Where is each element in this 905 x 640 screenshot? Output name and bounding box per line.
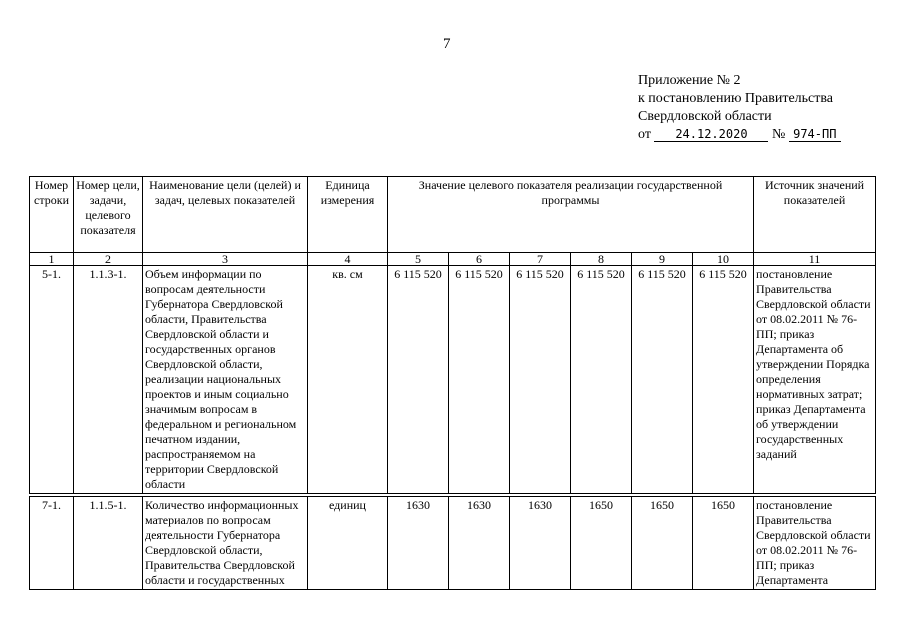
column-number-row <box>30 253 876 266</box>
value-cell: 1650 <box>693 497 754 590</box>
column-number: 2 <box>74 253 143 266</box>
column-number: 5 <box>388 253 449 266</box>
value-cell: 6 115 520 <box>632 266 693 494</box>
column-number: 11 <box>754 253 876 266</box>
appendix-header <box>638 72 841 144</box>
row-number: 5-1. <box>30 266 74 494</box>
row-number: 7-1. <box>30 497 74 590</box>
value-cell: 6 115 520 <box>693 266 754 494</box>
goal-number: 1.1.3-1. <box>74 266 143 494</box>
column-number: 10 <box>693 253 754 266</box>
goal-number: 1.1.5-1. <box>74 497 143 590</box>
value-cell: 1650 <box>632 497 693 590</box>
value-cell: 1630 <box>388 497 449 590</box>
header-name: Наименование цели (целей) и задач, целевых показателей <box>143 177 308 253</box>
header-source: Источник значений показателей <box>754 177 876 253</box>
unit: кв. см <box>308 266 388 494</box>
appendix-region-line: Свердловской области <box>638 109 772 124</box>
appendix-resolution-line: к постановлению Правительства <box>638 91 834 106</box>
source: постановление Правительства Свердловской области от 08.02.2011 № 76-ПП; приказ Департамента <box>754 497 876 590</box>
value-cell: 6 115 520 <box>388 266 449 494</box>
header-values: Значение целевого показателя реализации государственной программы <box>388 177 754 253</box>
column-number: 8 <box>571 253 632 266</box>
value-cell: 6 115 520 <box>571 266 632 494</box>
value-cell: 1650 <box>571 497 632 590</box>
indicator-name: Объем информации по вопросам деятельности Губернатора Свердловской области, Правительства Свердловской области и государственных органов Свердловской области, реализации национальных проектов и иным социально значимым вопросам в федеральном и региональном печатном издании, распространяемом на территории Свердловской области <box>143 266 308 494</box>
source: постановление Правительства Свердловской области от 08.02.2011 № 76-ПП; приказ Департамента об утверждении Порядка определения нормативных затрат; приказ Департамента об утверждении государственных заданий <box>754 266 876 494</box>
column-number: 1 <box>30 253 74 266</box>
table-header-row <box>30 177 876 253</box>
appendix-date-line <box>638 126 841 144</box>
appendix-title: Приложение № 2 <box>638 73 741 88</box>
table-row <box>30 266 876 494</box>
value-cell: 6 115 520 <box>449 266 510 494</box>
header-row-number: Номер строки <box>30 177 74 253</box>
column-number: 7 <box>510 253 571 266</box>
target-indicators-table <box>29 176 876 590</box>
page-number: 7 <box>443 36 451 52</box>
column-number: 6 <box>449 253 510 266</box>
column-number: 4 <box>308 253 388 266</box>
column-number: 9 <box>632 253 693 266</box>
unit: единиц <box>308 497 388 590</box>
indicator-name: Количество информационных материалов по вопросам деятельности Губернатора Свердловской области, Правительства Свердловской области и государственных <box>143 497 308 590</box>
column-number: 3 <box>143 253 308 266</box>
number-label: № <box>771 127 786 142</box>
from-label: от <box>638 127 651 142</box>
value-cell: 1630 <box>449 497 510 590</box>
resolution-number: 974-ПП <box>789 127 841 142</box>
header-unit: Единица измерения <box>308 177 388 253</box>
resolution-date: 24.12.2020 <box>654 127 768 142</box>
value-cell: 6 115 520 <box>510 266 571 494</box>
table-row <box>30 497 876 590</box>
value-cell: 1630 <box>510 497 571 590</box>
header-goal-number: Номер цели, задачи, целевого показателя <box>74 177 143 253</box>
